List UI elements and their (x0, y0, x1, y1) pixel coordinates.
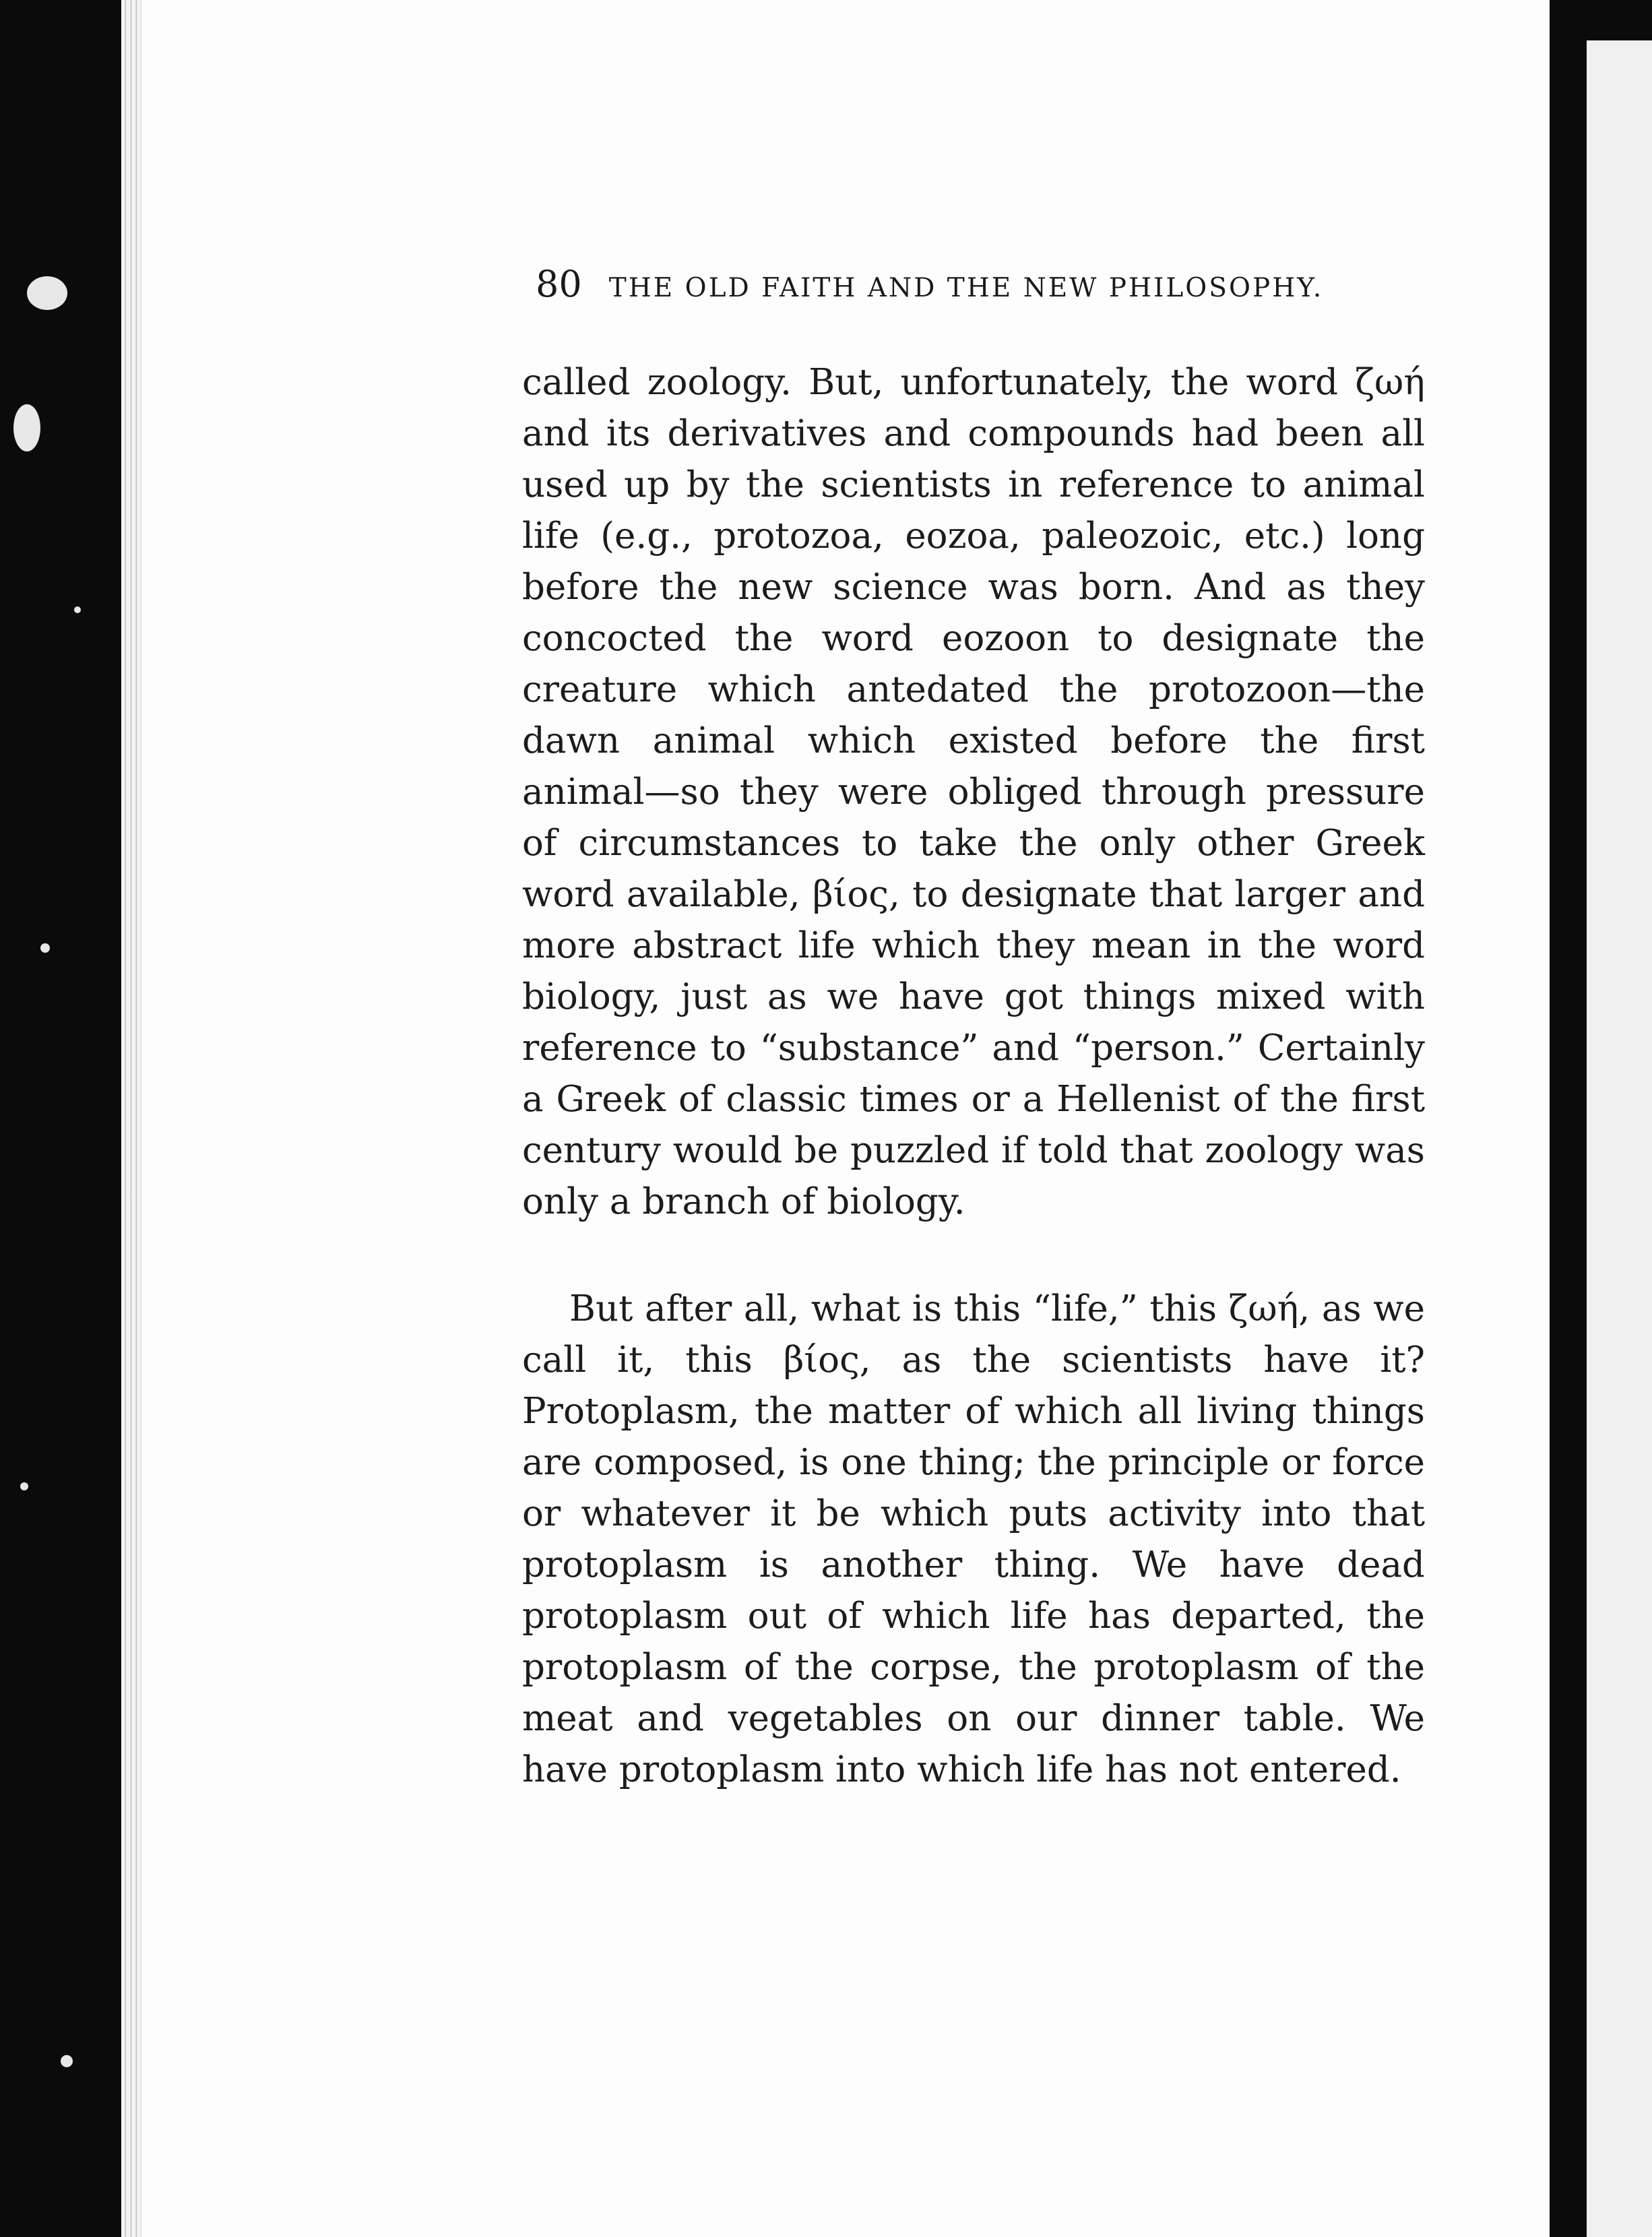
page-header (536, 263, 1411, 305)
paragraph-1 (522, 357, 1425, 1228)
facing-page-edge (1587, 40, 1652, 2237)
paragraph-text: called zoology. But, unfortunately, the word ζωή and its derivatives and compounds had been all used up by the scientists in reference to animal life (e.g., protozoa, eozoa, paleozoic, etc.) long before the new science was born. And as they concocted the word eozoon to designate the creature which antedated the protozoon—the dawn animal which existed before the first animal—so they were obliged through pressure of circumstances to take the only other Greek word available, βίος, to designate that larger and more abstract life which they mean in the word biology, just as we have got things mixed with reference to “substance” and “person.” Certainly a Greek of classic times or a Hellenist of the first century would be puzzled if told that zoology was only a branch of biology. (522, 362, 1425, 1222)
paragraph-2 (522, 1284, 1425, 1796)
paragraph-text: But after all, what is this “life,” this ζωή, as we call it, this βίος, as the scientists have it? Protoplasm, the matter of which all living things are composed, is one thing; the principle or force or whatever it be which puts activity into that protoplasm is another thing. We have dead protoplasm out of which life has departed, the protoplasm of the corpse, the protoplasm of the meat and vegetables on our dinner table. We have protoplasm into which life has not entered. (522, 1288, 1425, 1790)
page-number: 80 (536, 263, 582, 305)
scan-speck (61, 2055, 73, 2067)
scan-speck (27, 276, 67, 310)
scan-speck (74, 606, 81, 613)
scan-speck (20, 1482, 28, 1490)
scan-speck (13, 404, 40, 451)
running-title: THE OLD FAITH AND THE NEW PHILOSOPHY. (608, 273, 1324, 303)
scan-speck (40, 943, 50, 953)
